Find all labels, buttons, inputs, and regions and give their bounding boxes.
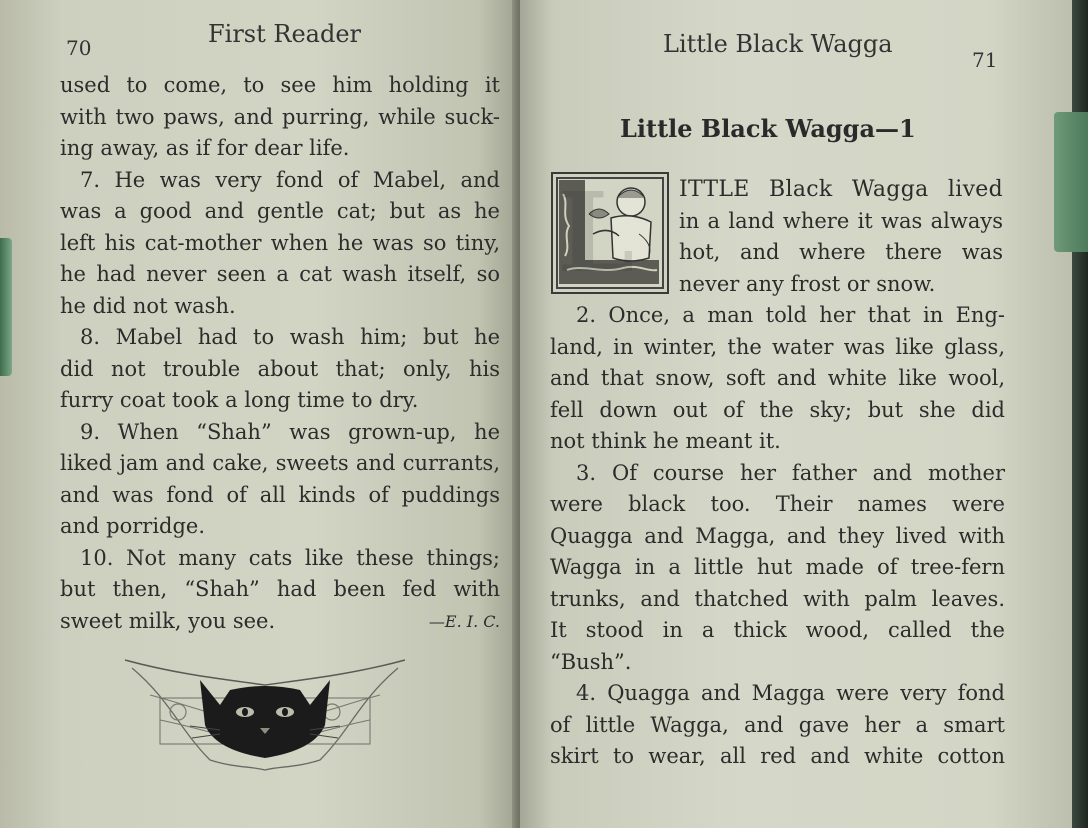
text-line: and was fond of all kinds of puddings	[60, 482, 500, 507]
text-line: were black too. Their names were	[550, 492, 1005, 516]
text-line: Wagga in a little hut made of tree-fern	[550, 555, 1005, 579]
right-bookmark-tab	[1054, 112, 1088, 252]
right-page-body	[550, 300, 1005, 773]
left-page-body	[60, 70, 500, 637]
cat-face-ornament	[120, 650, 410, 775]
text-line: furry coat took a long time to dry.	[60, 388, 419, 412]
text-line: hot, and where there was	[679, 240, 1003, 264]
closing-text: sweet milk, you see.	[60, 608, 276, 633]
text-line: of little Wagga, and gave her a smart	[550, 712, 1005, 737]
text-line: and that snow, soft and white like wool,	[550, 366, 1005, 390]
text-line: trunks, and thatched with palm leaves.	[550, 586, 1005, 611]
text-line: “Bush”.	[550, 649, 632, 674]
text-line: It stood in a thick wood, called the	[550, 618, 1005, 642]
text-line: he had never seen a cat wash itself, so	[60, 262, 500, 286]
text-line: with two paws, and purring, while suck-	[60, 104, 500, 129]
text-line: 3. Of course her father and mother	[576, 460, 1005, 485]
text-line: in a land where it was always	[679, 208, 1003, 233]
text-line: 8. Mabel had to wash him; but he	[80, 325, 500, 349]
text-line: fell down out of the sky; but she did	[550, 397, 1005, 422]
drop-cap-paragraph	[679, 174, 1003, 300]
text-line: 2. Once, a man told her that in Eng-	[576, 303, 1005, 327]
text-line: was a good and gentle cat; but as he	[60, 199, 500, 223]
text-line: skirt to wear, all red and white cotton	[550, 744, 1005, 768]
drop-cap-letter: L	[557, 172, 635, 294]
text-line: liked jam and cake, sweets and currants,	[60, 451, 500, 475]
text-line: not think he meant it.	[550, 429, 781, 453]
text-line: 9. When “Shah” was grown-up, he	[80, 419, 500, 444]
left-page-number: 70	[66, 36, 92, 60]
text-line: 10. Not many cats like these things;	[80, 545, 500, 570]
right-running-head: Little Black Wagga	[663, 30, 893, 58]
left-bookmark-tab	[0, 238, 12, 376]
text-line: land, in winter, the water was like glass,	[550, 334, 1005, 359]
text-line: 7. He was very fond of Mabel, and	[80, 167, 500, 192]
text-line: left his cat-mother when he was so tiny,	[60, 230, 500, 255]
left-running-head: First Reader	[208, 20, 362, 48]
text-line: ing away, as if for dear life.	[60, 136, 350, 160]
text-line: Quagga and Magga, and they lived with	[550, 523, 1005, 548]
right-page-number: 71	[972, 48, 998, 72]
illuminated-initial	[551, 172, 669, 294]
text-line: ITTLE Black Wagga lived	[679, 177, 1003, 202]
text-line: did not trouble about that; only, his	[60, 356, 500, 381]
author-signature: —E. I. C.	[428, 611, 500, 631]
left-page	[0, 0, 520, 828]
text-line: but then, “Shah” had been fed with	[60, 577, 500, 601]
text-line: never any frost or snow.	[679, 271, 936, 296]
text-line: used to come, to see him holding it	[60, 73, 500, 97]
text-line	[60, 606, 500, 638]
text-line: 4. Quagga and Magga were very fond	[576, 681, 1005, 705]
text-line: and porridge.	[60, 514, 206, 538]
chapter-title: Little Black Wagga—1	[620, 114, 916, 143]
text-line: he did not wash.	[60, 293, 236, 318]
